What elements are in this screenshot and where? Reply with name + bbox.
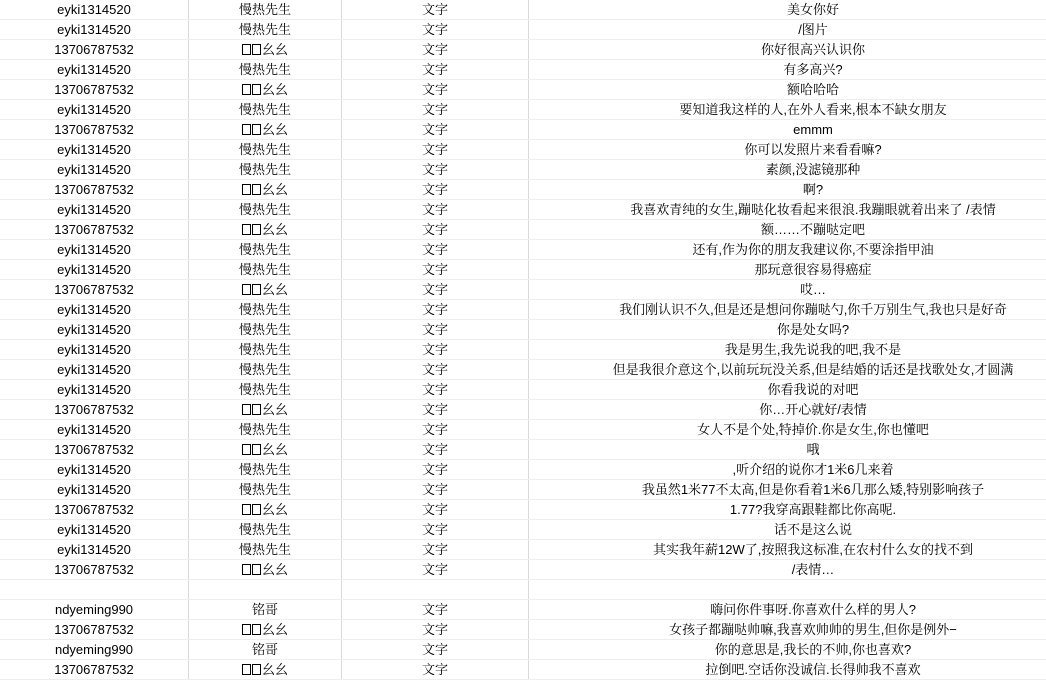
cell-msg-type: 文字 [342, 400, 529, 420]
cell-account: eyki1314520 [0, 240, 189, 260]
missing-glyph-icon [252, 44, 261, 55]
cell-nickname-label: 幺幺 [262, 122, 288, 137]
table-row [0, 600, 1046, 620]
cell-content: 额……不蹦哒定吧 [529, 220, 1046, 240]
table-row [0, 280, 1046, 300]
cell-account: 13706787532 [0, 500, 189, 520]
missing-glyph-icon [252, 224, 261, 235]
missing-glyph-icon [252, 664, 261, 675]
cell-msg-type: 文字 [342, 540, 529, 560]
cell-nickname [189, 500, 342, 520]
cell-msg-type: 文字 [342, 380, 529, 400]
cell-nickname: 慢热先生 [189, 60, 342, 80]
cell-nickname: 慢热先生 [189, 360, 342, 380]
missing-glyph-icon [242, 224, 251, 235]
cell-msg-type [342, 580, 529, 600]
table-row [0, 160, 1046, 180]
cell-msg-type: 文字 [342, 260, 529, 280]
cell-nickname-label: 幺幺 [262, 562, 288, 577]
cell-nickname [189, 400, 342, 420]
cell-nickname-label: 幺幺 [262, 442, 288, 457]
cell-content: 你可以发照片来看看嘛? [529, 140, 1046, 160]
cell-content: emmm [529, 120, 1046, 140]
cell-nickname: 铭哥 [189, 600, 342, 620]
cell-nickname [189, 660, 342, 680]
cell-nickname: 慢热先生 [189, 20, 342, 40]
table-row [0, 440, 1046, 460]
cell-nickname: 慢热先生 [189, 460, 342, 480]
table-row [0, 320, 1046, 340]
table-row [0, 340, 1046, 360]
missing-glyph-icon [242, 84, 251, 95]
cell-msg-type: 文字 [342, 20, 529, 40]
cell-content: 你的意思是,我长的不帅,你也喜欢? [529, 640, 1046, 660]
cell-account: 13706787532 [0, 80, 189, 100]
cell-account: 13706787532 [0, 440, 189, 460]
table-row [0, 120, 1046, 140]
cell-content: 女孩子都蹦哒帅嘛,我喜欢帅帅的男生,但你是例外− [529, 620, 1046, 640]
missing-glyph-icon [242, 504, 251, 515]
cell-content: 有多高兴? [529, 60, 1046, 80]
cell-msg-type: 文字 [342, 420, 529, 440]
table-row [0, 180, 1046, 200]
cell-content: 我虽然1米77不太高,但是你看着1米6几那么矮,特别影响孩子 [529, 480, 1046, 500]
missing-glyph-icon [242, 664, 251, 675]
table-row [0, 40, 1046, 60]
cell-account: 13706787532 [0, 220, 189, 240]
table-row [0, 60, 1046, 80]
cell-msg-type: 文字 [342, 660, 529, 680]
missing-glyph-icon [242, 404, 251, 415]
cell-content: 你是处女吗? [529, 320, 1046, 340]
cell-nickname-label: 幺幺 [262, 402, 288, 417]
cell-msg-type: 文字 [342, 100, 529, 120]
cell-account: eyki1314520 [0, 140, 189, 160]
cell-msg-type: 文字 [342, 240, 529, 260]
cell-msg-type: 文字 [342, 520, 529, 540]
missing-glyph-icon [252, 124, 261, 135]
table-row [0, 580, 1046, 600]
cell-content: 女人不是个处,特掉价.你是女生,你也懂吧 [529, 420, 1046, 440]
cell-account: 13706787532 [0, 620, 189, 640]
cell-content [529, 580, 1046, 600]
cell-account: 13706787532 [0, 660, 189, 680]
cell-account: eyki1314520 [0, 460, 189, 480]
cell-content: 素颜,没滤镜那种 [529, 160, 1046, 180]
missing-glyph-icon [252, 84, 261, 95]
cell-content: 还有,作为你的朋友我建议你,不要涂指甲油 [529, 240, 1046, 260]
table-row [0, 300, 1046, 320]
cell-nickname [189, 580, 342, 600]
cell-msg-type: 文字 [342, 640, 529, 660]
cell-msg-type: 文字 [342, 440, 529, 460]
cell-account: eyki1314520 [0, 0, 189, 20]
cell-content: 哦 [529, 440, 1046, 460]
cell-account: eyki1314520 [0, 480, 189, 500]
cell-account [0, 580, 189, 600]
cell-account: eyki1314520 [0, 260, 189, 280]
cell-nickname [189, 280, 342, 300]
missing-glyph-icon [252, 284, 261, 295]
cell-nickname [189, 120, 342, 140]
cell-account: 13706787532 [0, 180, 189, 200]
cell-nickname: 慢热先生 [189, 380, 342, 400]
cell-msg-type: 文字 [342, 600, 529, 620]
cell-account: eyki1314520 [0, 420, 189, 440]
cell-account: eyki1314520 [0, 300, 189, 320]
cell-account: eyki1314520 [0, 520, 189, 540]
cell-msg-type: 文字 [342, 180, 529, 200]
cell-nickname-label: 幺幺 [262, 502, 288, 517]
cell-content: 哎… [529, 280, 1046, 300]
cell-nickname: 慢热先生 [189, 200, 342, 220]
cell-account: 13706787532 [0, 400, 189, 420]
cell-nickname-label: 幺幺 [262, 182, 288, 197]
table-row [0, 140, 1046, 160]
cell-nickname: 慢热先生 [189, 260, 342, 280]
missing-glyph-icon [252, 184, 261, 195]
table-row [0, 400, 1046, 420]
cell-account: eyki1314520 [0, 540, 189, 560]
cell-msg-type: 文字 [342, 40, 529, 60]
missing-glyph-icon [242, 124, 251, 135]
cell-content: 1.77?我穿高跟鞋都比你高呢. [529, 500, 1046, 520]
cell-msg-type: 文字 [342, 280, 529, 300]
cell-nickname: 铭哥 [189, 640, 342, 660]
missing-glyph-icon [242, 184, 251, 195]
cell-msg-type: 文字 [342, 620, 529, 640]
cell-msg-type: 文字 [342, 360, 529, 380]
cell-msg-type: 文字 [342, 480, 529, 500]
cell-content: /表情… [529, 560, 1046, 580]
cell-nickname-label: 幺幺 [262, 42, 288, 57]
table-row [0, 620, 1046, 640]
cell-account: eyki1314520 [0, 360, 189, 380]
cell-msg-type: 文字 [342, 320, 529, 340]
cell-content: 你好很高兴认识你 [529, 40, 1046, 60]
cell-nickname: 慢热先生 [189, 480, 342, 500]
cell-content: 我喜欢青纯的女生,蹦哒化妆看起来很浪.我蹦眼就着出来了 /表情 [529, 200, 1046, 220]
cell-nickname [189, 440, 342, 460]
cell-content: 你…开心就好/表情 [529, 400, 1046, 420]
cell-msg-type: 文字 [342, 300, 529, 320]
cell-msg-type: 文字 [342, 340, 529, 360]
cell-content: 要知道我这样的人,在外人看来,根本不缺女朋友 [529, 100, 1046, 120]
cell-nickname: 慢热先生 [189, 520, 342, 540]
table-row [0, 0, 1046, 20]
cell-content: 那玩意很容易得癌症 [529, 260, 1046, 280]
table-row [0, 500, 1046, 520]
cell-nickname: 慢热先生 [189, 160, 342, 180]
cell-nickname: 慢热先生 [189, 320, 342, 340]
cell-content: 美女你好 [529, 0, 1046, 20]
cell-nickname-label: 幺幺 [262, 222, 288, 237]
cell-content: ,听介绍的说你才1米6几来着 [529, 460, 1046, 480]
missing-glyph-icon [252, 564, 261, 575]
missing-glyph-icon [242, 284, 251, 295]
cell-nickname [189, 560, 342, 580]
cell-msg-type: 文字 [342, 60, 529, 80]
cell-account: 13706787532 [0, 120, 189, 140]
cell-nickname-label: 幺幺 [262, 622, 288, 637]
cell-account: 13706787532 [0, 280, 189, 300]
cell-msg-type: 文字 [342, 200, 529, 220]
cell-content: 你看我说的对吧 [529, 380, 1046, 400]
table-row [0, 100, 1046, 120]
cell-account: eyki1314520 [0, 160, 189, 180]
cell-nickname [189, 220, 342, 240]
cell-account: eyki1314520 [0, 60, 189, 80]
table-row [0, 480, 1046, 500]
cell-nickname: 慢热先生 [189, 340, 342, 360]
table-row [0, 80, 1046, 100]
missing-glyph-icon [252, 504, 261, 515]
missing-glyph-icon [252, 624, 261, 635]
cell-msg-type: 文字 [342, 0, 529, 20]
table-row [0, 220, 1046, 240]
table-row [0, 520, 1046, 540]
cell-account: ndyeming990 [0, 600, 189, 620]
missing-glyph-icon [252, 444, 261, 455]
cell-content: 但是我很介意这个,以前玩玩没关系,但是结婚的话还是找歌处女,才圆满 [529, 360, 1046, 380]
cell-msg-type: 文字 [342, 220, 529, 240]
cell-account: eyki1314520 [0, 340, 189, 360]
cell-nickname [189, 180, 342, 200]
cell-nickname-label: 幺幺 [262, 282, 288, 297]
cell-nickname: 慢热先生 [189, 240, 342, 260]
cell-nickname [189, 80, 342, 100]
table-row [0, 240, 1046, 260]
missing-glyph-icon [242, 444, 251, 455]
cell-account: ndyeming990 [0, 640, 189, 660]
cell-account: eyki1314520 [0, 320, 189, 340]
cell-nickname [189, 620, 342, 640]
cell-nickname-label: 幺幺 [262, 82, 288, 97]
table-row [0, 560, 1046, 580]
cell-account: eyki1314520 [0, 100, 189, 120]
cell-nickname: 慢热先生 [189, 140, 342, 160]
cell-nickname: 慢热先生 [189, 540, 342, 560]
cell-nickname: 慢热先生 [189, 0, 342, 20]
table-row [0, 260, 1046, 280]
cell-nickname: 慢热先生 [189, 300, 342, 320]
cell-nickname [189, 40, 342, 60]
cell-account: eyki1314520 [0, 20, 189, 40]
cell-content: 额哈哈哈 [529, 80, 1046, 100]
cell-nickname: 慢热先生 [189, 420, 342, 440]
table-row [0, 640, 1046, 660]
table-row [0, 420, 1046, 440]
table-row [0, 360, 1046, 380]
cell-msg-type: 文字 [342, 560, 529, 580]
cell-account: eyki1314520 [0, 380, 189, 400]
cell-msg-type: 文字 [342, 160, 529, 180]
cell-account: 13706787532 [0, 40, 189, 60]
cell-content: 拉倒吧.空话你没诚信.长得帅我不喜欢 [529, 660, 1046, 680]
missing-glyph-icon [242, 624, 251, 635]
cell-msg-type: 文字 [342, 140, 529, 160]
table-row [0, 380, 1046, 400]
table-row [0, 20, 1046, 40]
cell-msg-type: 文字 [342, 460, 529, 480]
cell-nickname-label: 幺幺 [262, 662, 288, 677]
cell-msg-type: 文字 [342, 80, 529, 100]
table-row [0, 540, 1046, 560]
table-row [0, 660, 1046, 680]
missing-glyph-icon [252, 404, 261, 415]
cell-content: /图片 [529, 20, 1046, 40]
cell-msg-type: 文字 [342, 500, 529, 520]
cell-content: 嗨问你件事呀.你喜欢什么样的男人? [529, 600, 1046, 620]
cell-nickname: 慢热先生 [189, 100, 342, 120]
cell-content: 其实我年薪12W了,按照我这标准,在农村什么女的找不到 [529, 540, 1046, 560]
cell-content: 我们刚认识不久,但是还是想问你蹦哒勺,你千万别生气,我也只是好奇 [529, 300, 1046, 320]
table-row [0, 200, 1046, 220]
cell-msg-type: 文字 [342, 120, 529, 140]
cell-content: 啊? [529, 180, 1046, 200]
cell-content: 话不是这么说 [529, 520, 1046, 540]
missing-glyph-icon [242, 44, 251, 55]
cell-account: eyki1314520 [0, 200, 189, 220]
missing-glyph-icon [242, 564, 251, 575]
table-row [0, 460, 1046, 480]
cell-content: 我是男生,我先说我的吧,我不是 [529, 340, 1046, 360]
cell-account: 13706787532 [0, 560, 189, 580]
